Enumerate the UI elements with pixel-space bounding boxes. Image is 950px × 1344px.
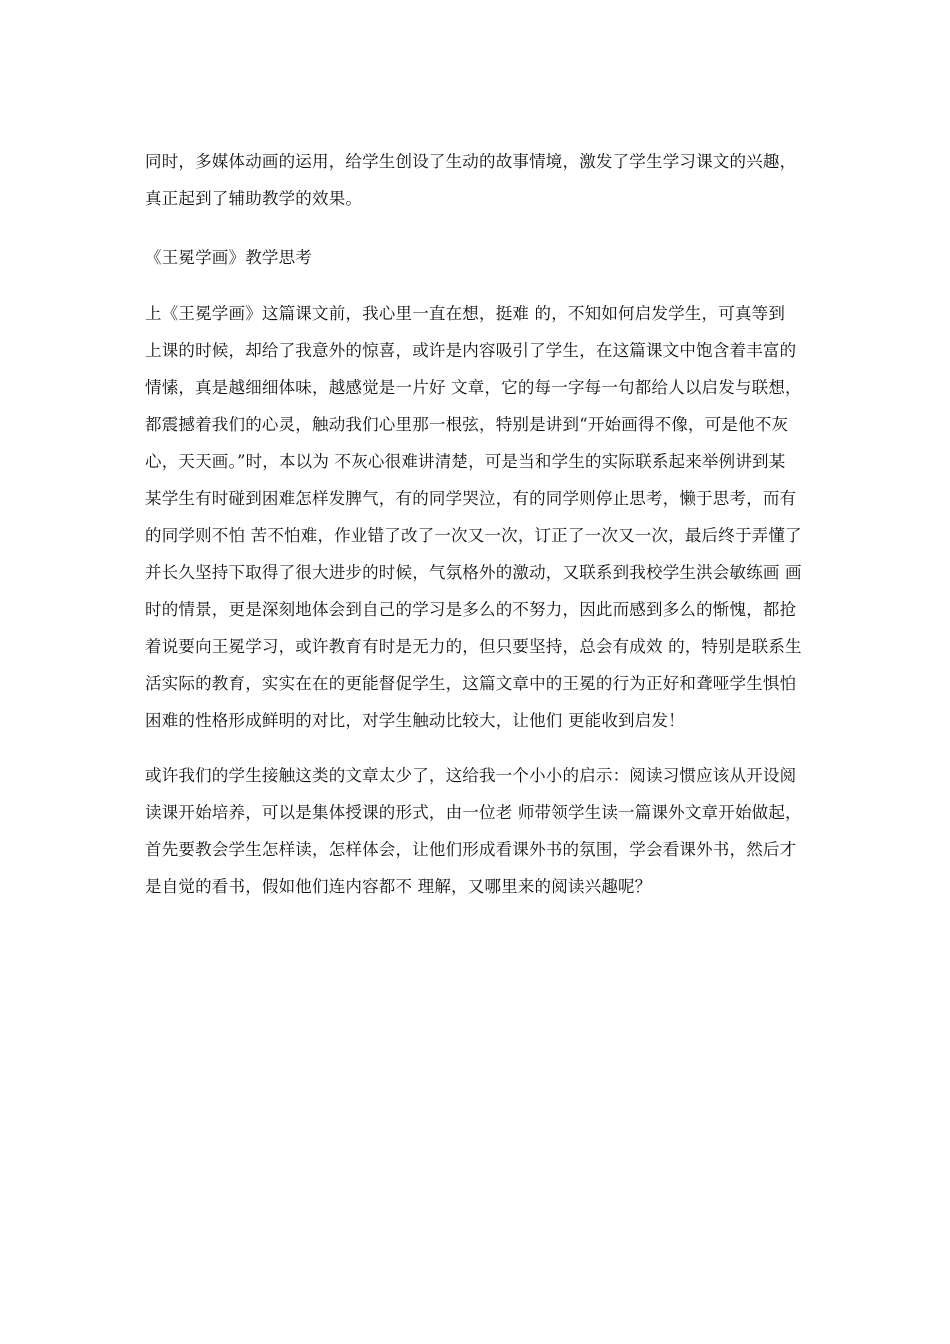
body-line: 困难的性格形成鲜明的对比，对学生触动比较大，让他们 更能收到启发！ xyxy=(145,711,685,730)
body-line: 上《王冕学画》这篇课文前，我心里一直在想，挺难 的，不知如何启发学生，可真等到 xyxy=(145,304,786,323)
intro-line: 真正起到了辅助教学的效果。 xyxy=(145,189,363,208)
section-title: 《王冕学画》教学思考 xyxy=(145,248,312,267)
body-line: 的同学则不怕 苦不怕难，作业错了改了一次又一次，订正了一次又一次，最后终于弄懂了 xyxy=(145,526,802,545)
body-line: 情愫，真是越细细体味，越感觉是一片好 文章，它的每一字每一句都给人以启发与联想， xyxy=(145,378,802,397)
intro-line: 同时，多媒体动画的运用，给学生创设了生动的故事情境，激发了学生学习课文的兴趣， xyxy=(145,152,797,171)
body-line: 某学生有时碰到困难怎样发脾气，有的同学哭泣，有的同学则停止思考，懒于思考，而有 xyxy=(145,489,797,508)
body-line: 上课的时候，却给了我意外的惊喜，或许是内容吸引了学生，在这篇课文中饱含着丰富的 xyxy=(145,341,797,360)
body-line: 并长久坚持下取得了很大进步的时候，气氛格外的激动，又联系到我校学生洪会敏练画 画 xyxy=(145,563,802,582)
closing-line: 首先要教会学生怎样读，怎样体会，让他们形成看课外书的氛围，学会看课外书，然后才 xyxy=(145,840,797,859)
closing-line: 是自觉的看书，假如他们连内容都不 理解，又哪里来的阅读兴趣呢？ xyxy=(145,877,652,896)
closing-line: 读课开始培养，可以是集体授课的形式，由一位老 师带领学生读一篇课外文章开始做起， xyxy=(145,803,802,822)
body-line: 活实际的教育，实实在在的更能督促学生，这篇文章中的王冕的行为正好和聋哑学生惧怕 xyxy=(145,674,797,693)
closing-line: 或许我们的学生接触这类的文章太少了，这给我一个小小的启示：阅读习惯应该从开设阅 xyxy=(145,766,797,785)
body-line: 心，天天画。”时，本以为 不灰心很难讲清楚，可是当和学生的实际联系起来举例讲到某 xyxy=(145,452,786,471)
body-line: 着说要向王冕学习，或许教育有时是无力的，但只要坚持，总会有成效 的，特别是联系生 xyxy=(145,637,802,656)
body-line: 都震撼着我们的心灵，触动我们心里那一根弦，特别是讲到“开始画得不像，可是他不灰 xyxy=(145,415,789,434)
body-line: 时的情景，更是深刻地体会到自己的学习是多么的不努力，因此而感到多么的惭愧，都抢 xyxy=(145,600,797,619)
